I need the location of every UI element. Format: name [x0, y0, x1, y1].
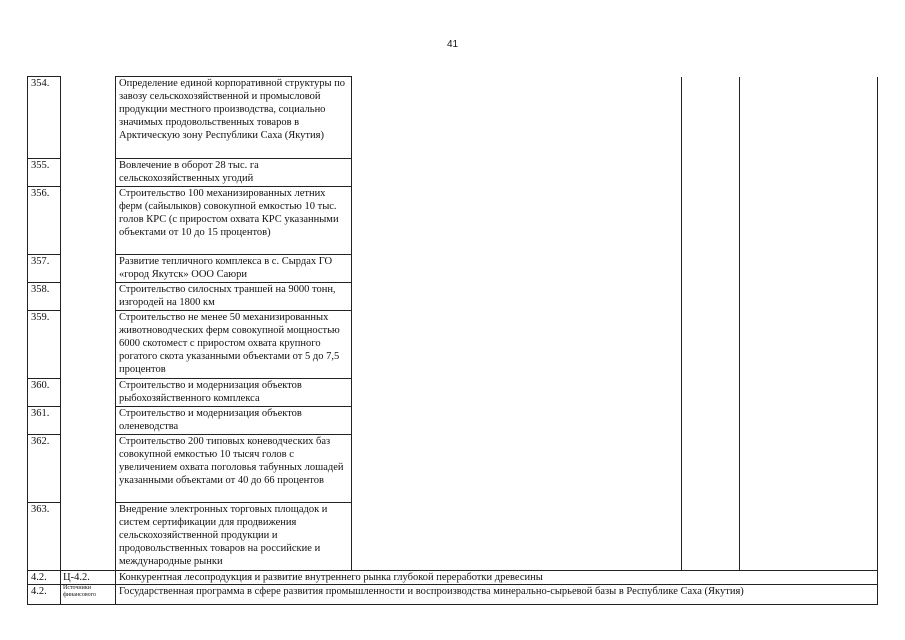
program-table — [27, 76, 878, 605]
empty-cell — [682, 77, 740, 571]
section-row — [28, 585, 878, 605]
section-number: 4.2. — [28, 571, 61, 585]
row-number: 361. — [28, 407, 61, 435]
row-number: 358. — [28, 283, 61, 311]
measure-text: Развитие тепличного комплекса в с. Сырдах ГО «город Якутск» ООО Саюри — [116, 255, 352, 283]
row-number: 360. — [28, 379, 61, 407]
row-number: 363. — [28, 503, 61, 571]
measure-text: Строительство 200 типовых коневодческих баз совокупной емкостью 10 тысяч голов с увеличением охвата поголовья табунных лошадей указанными объектами от 40 до 66 процентов — [116, 435, 352, 503]
measure-text: Строительство 100 механизированных летних ферм (сайылыков) совокупной емкостью 10 тыс. голов КРС (с приростом охвата КРС указанными объектами от 10 до 15 процентов) — [116, 187, 352, 255]
row-number: 362. — [28, 435, 61, 503]
measure-text: Вовлечение в оборот 28 тыс. га сельскохозяйственных угодий — [116, 159, 352, 187]
row-number: 356. — [28, 187, 61, 255]
section-code: Ц-4.2. — [61, 571, 116, 585]
code-cell — [61, 77, 116, 571]
empty-cell — [740, 77, 878, 571]
page-number: 41 — [446, 39, 459, 50]
row-number: 355. — [28, 159, 61, 187]
row-number: 359. — [28, 311, 61, 379]
empty-cell — [352, 77, 682, 571]
section-code: Источники финансового — [61, 585, 116, 605]
measure-text: Строительство и модернизация объектов рыбохозяйственного комплекса — [116, 379, 352, 407]
table-row — [28, 77, 878, 159]
section-row — [28, 571, 878, 585]
measure-text: Строительство не менее 50 механизированных животноводческих ферм совокупной мощностью 6000 скотомест с приростом охвата крупного рогатого скота указанными объектами от 5 до 7,5 процентов — [116, 311, 352, 379]
section-title: Государственная программа в сфере развития промышленности и воспроизводства минерально-сырьевой базы в Республике Саха (Якутия) — [116, 585, 878, 605]
measure-text: Строительство силосных траншей на 9000 тонн, изгородей на 1800 км — [116, 283, 352, 311]
measure-text: Строительство и модернизация объектов оленеводства — [116, 407, 352, 435]
row-number: 354. — [28, 77, 61, 159]
measure-text: Внедрение электронных торговых площадок и систем сертификации для продвижения сельскохозяйственной продукции и продовольственных товаров на российские и международные рынки — [116, 503, 352, 571]
section-number: 4.2. — [28, 585, 61, 605]
row-number: 357. — [28, 255, 61, 283]
section-title: Конкурентная лесопродукция и развитие внутреннего рынка глубокой переработки древесины — [116, 571, 878, 585]
table-body — [28, 77, 878, 605]
measure-text: Определение единой корпоративной структуры по завозу сельскохозяйственной и промысловой продукции местного производства, социально значимых продовольственных товаров в Арктическую зону Республики Саха (Якутия) — [116, 77, 352, 159]
